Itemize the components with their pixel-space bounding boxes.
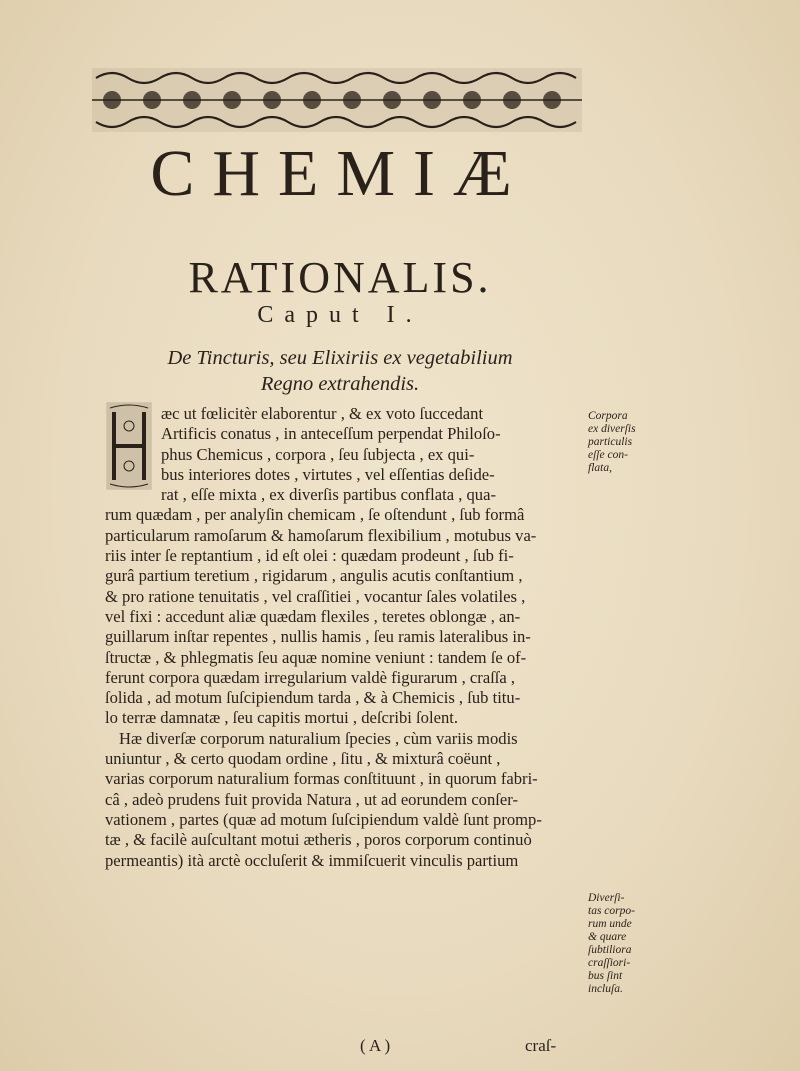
text-line: vel fixi : accedunt aliæ quædam flexiles , teretes oblongæ , an- xyxy=(105,606,521,626)
text-line: uniuntur , & certo quodam ordine , ſitu , & mixturâ coëunt , xyxy=(105,749,501,769)
margin-note-line: Corpora xyxy=(588,410,628,422)
text-line: bus interiores dotes , virtutes , vel eſſentias deſide- xyxy=(161,464,495,484)
page-title: CHEMIÆ xyxy=(150,137,530,210)
text-line: lo terræ damnatæ , ſeu capitis mortui , deſcribi ſolent. xyxy=(105,708,458,728)
text-line: ſtructæ , & phlegmatis ſeu aquæ nomine veniunt : tandem ſe of- xyxy=(105,647,527,667)
margin-note-line: flata, xyxy=(588,462,612,474)
text-line: guillarum inſtar repentes , nullis hamis , ſeu ramis lateralibus in- xyxy=(105,627,531,647)
text-line: particularum ramoſarum & hamoſarum flexibilium , motubus va- xyxy=(105,525,537,545)
page-subtitle: RATIONALIS. xyxy=(188,253,492,302)
body-text xyxy=(105,404,585,871)
margin-note-line: eſſe con- xyxy=(588,449,628,461)
margin-note-line: craſſiori- xyxy=(588,957,631,969)
text-line: ſolida , ad motum ſuſcipiendum tarda , & à Chemicis , ſub titu- xyxy=(105,688,521,708)
text-line: câ , adeò prudens fuit provida Natura , ut ad eorundem conſer- xyxy=(105,789,518,809)
text-line: ferunt corpora quædam irregularium valdè figurarum , craſſa , xyxy=(105,667,516,687)
text-line: phus Chemicus , corpora , ſeu ſubjecta , ex qui- xyxy=(161,444,475,464)
text-line: gurâ partium teretium , rigidarum , angulis acutis conſtantium , xyxy=(105,566,523,586)
section-heading-line-1: De Tincturis, seu Elixiriis ex vegetabilium xyxy=(167,347,513,369)
text-line: æc ut fœlicitèr elaborentur , & ex voto ſuccedant xyxy=(161,404,484,423)
text-line: rat , eſſe mixta , ex diverſis partibus conflata , qua- xyxy=(161,485,496,505)
text-line: varias corporum naturalium formas conſtituunt , in quorum fabri- xyxy=(105,769,538,789)
section-heading xyxy=(0,345,680,397)
margin-note-line: & quare xyxy=(588,931,627,943)
margin-note-line: bus ſint xyxy=(588,970,623,982)
text-line: Artificis conatus , in anteceſſum perpendat Philoſo- xyxy=(161,424,501,444)
margin-note-line: tas corpo- xyxy=(588,905,635,917)
text-line: Hæ diverſæ corporum naturalium ſpecies , cùm variis modis xyxy=(119,728,518,748)
chapter-heading: Caput I. xyxy=(257,302,423,328)
margin-note-line: rum unde xyxy=(588,918,632,930)
text-line: & pro ratione tenuitatis , vel craſſitiei , vocantur ſales volatiles , xyxy=(105,586,526,606)
text-line: rum quædam , per analyſin chemicam , ſe oſtendunt , ſub formâ xyxy=(105,505,525,525)
margin-note-line: ſubtiliora xyxy=(588,944,632,956)
margin-note-corpora xyxy=(588,410,698,475)
margin-note-line: particulis xyxy=(588,436,633,448)
margin-note-diversitas xyxy=(588,892,698,996)
signature-mark: ( A ) xyxy=(360,1036,391,1055)
margin-note-line: Diverſi- xyxy=(588,892,625,904)
section-heading-line-2: Regno extrahendis. xyxy=(260,373,420,395)
text-line: tæ , & facilè auſcultant motui ætheris , poros corporum continuò xyxy=(105,830,532,850)
text-line: permeantis) ità arctè occluſerit & immiſcuerit vinculis partium xyxy=(105,850,519,870)
text-line: riis inter ſe reptantium , id eſt olei : quædam prodeunt , ſub fi- xyxy=(105,546,514,566)
margin-note-line: ex diverſis xyxy=(588,423,636,435)
catchword: craſ- xyxy=(525,1036,557,1055)
text-line: vationem , partes (quæ ad motum ſuſcipiendum valdè ſunt promp- xyxy=(105,809,542,829)
margin-note-line: incluſa. xyxy=(588,983,623,995)
decorative-header-ornament xyxy=(92,68,582,132)
